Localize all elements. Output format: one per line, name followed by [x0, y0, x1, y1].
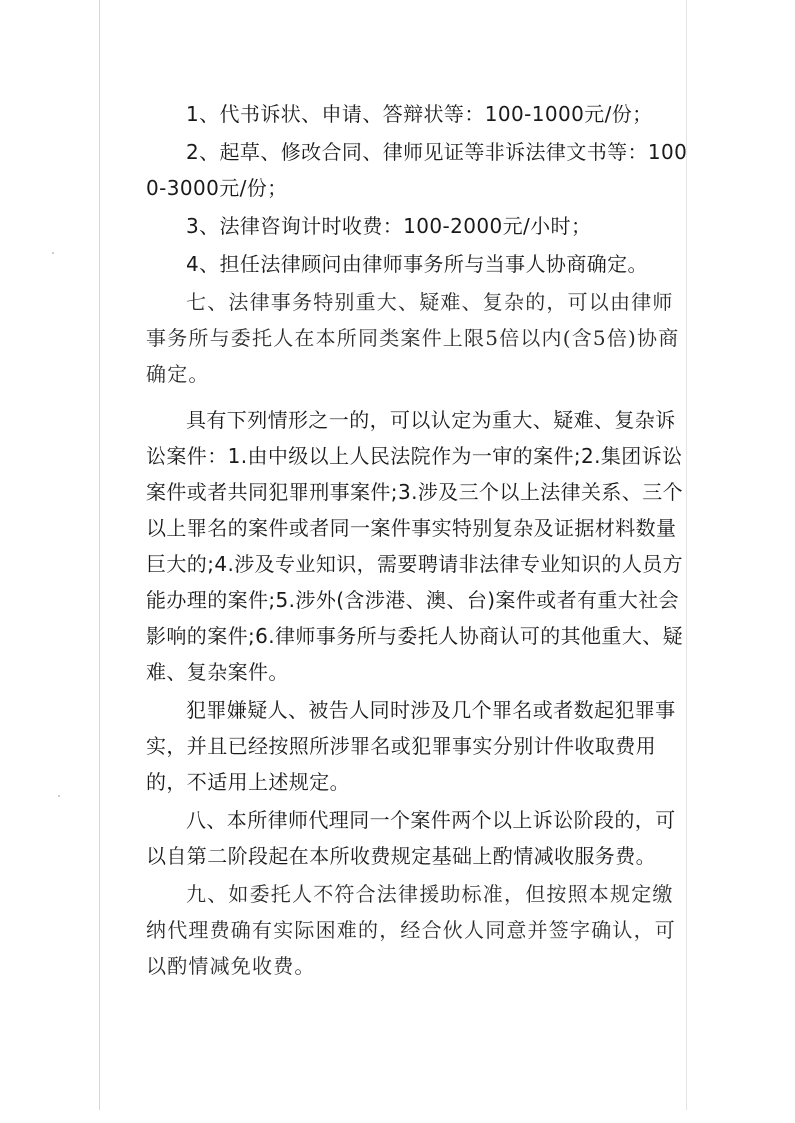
fee-item-2: 2、起草、修改合同、律师见证等非诉法律文书等：1000-3000元/份；	[146, 140, 688, 200]
fee-item-1: 1、代书诉状、申请、答辩状等：100-1000元/份；	[186, 102, 653, 126]
section-seven: 七、法律事务特别重大、疑难、复杂的，可以由律师事务所与委托人在本所同类案件上限5倍以内(含5倍)协商确定。	[146, 290, 680, 386]
complex-case-conditions: 具有下列情形之一的，可以认定为重大、疑难、复杂诉讼案件：1.由中级以上人民法院作为一审的案件;2.集团诉讼案件或者共同犯罪刑事案件;3.涉及三个以上法律关系、三个以上罪名的案件或者同一案件事实特别复杂及证据材料数量巨大的;4.涉及专业知识，需要聘请非法律专业知识的人员方能办理的案件;5.涉外(含涉港、澳、台)案件或者有重大社会影响的案件;6.律师事务所与委托人协商认可的其他重大、疑难、复杂案件。	[146, 408, 684, 684]
scan-speck	[58, 795, 60, 797]
multi-charge-exception: 犯罪嫌疑人、被告人同时涉及几个罪名或者数起犯罪事实，并且已经按照所涉罪名或犯罪事实分别计件收取费用的，不适用上述规定。	[146, 698, 676, 794]
fee-item-3: 3、法律咨询计时收费：100-2000元/小时；	[186, 214, 592, 238]
section-eight: 八、本所律师代理同一个案件两个以上诉讼阶段的，可以自第二阶段起在本所收费规定基础上酌情减收服务费。	[146, 808, 676, 868]
scan-edge-left	[99, 0, 100, 1110]
scan-speck	[52, 252, 54, 254]
document-body	[146, 96, 691, 984]
fee-item-4: 4、担任法律顾问由律师事务所与当事人协商确定。	[186, 252, 648, 276]
section-nine: 九、如委托人不符合法律援助标准，但按照本规定缴纳代理费确有实际困难的，经合伙人同意并签字确认，可以酌情减免收费。	[146, 882, 676, 978]
